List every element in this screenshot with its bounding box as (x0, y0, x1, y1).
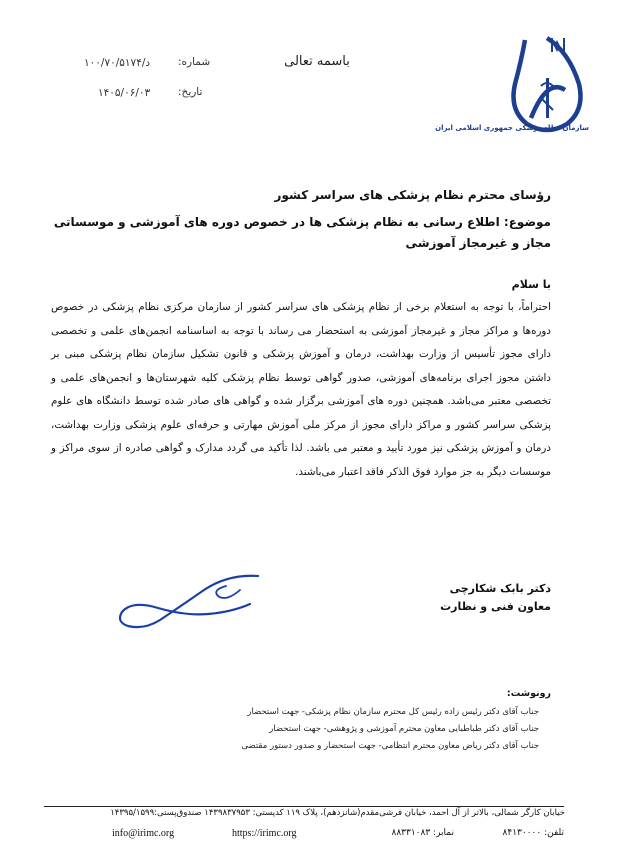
logo-caption: سازمان نظام پزشکی جمهوری اسلامی ایران (435, 124, 589, 132)
footer-phone: تلفن: ۸۴۱۳۰۰۰۰ (502, 828, 564, 838)
bismillah-heading: باسمه تعالی (284, 54, 350, 69)
footer-divider (44, 806, 564, 807)
recipients-line: رؤسای محترم نظام پزشکی های سراسر کشور (274, 188, 551, 202)
date-value: ۱۴۰۵/۰۶/۰۳ (98, 87, 151, 99)
cc-line: جناب آقای دکتر ریاض معاون محترم انتظامی- جهت استحضار و صدور دستور مقتضی (241, 741, 539, 751)
subject-label: موضوع: (503, 215, 551, 229)
footer-contacts (44, 828, 564, 846)
subject-line (51, 212, 551, 254)
signer-name: دکتر بابک شکارچی (449, 582, 551, 595)
subject-text: اطلاع رسانی به نظام پزشکی ها در خصوص دوره های آموزشی و موسساتی مجاز و غیرمجاز آموزشی (53, 215, 551, 250)
footer-fax: نمابر: ۸۸۳۳۱۰۸۳ (391, 828, 454, 838)
signer-title: معاون فنی و نظارت (440, 600, 551, 613)
handwritten-signature (108, 568, 268, 638)
footer-email[interactable]: info@irimc.org (112, 828, 175, 839)
cc-line: جناب آقای دکتر طباطبایی معاون محترم آموزشی و پژوهشی- جهت استحضار (269, 724, 539, 734)
cc-title: رونوشت: (506, 688, 551, 699)
number-label: شماره: (178, 56, 211, 68)
greeting: با سلام (511, 278, 551, 291)
footer-website[interactable]: https://irimc.org (232, 828, 297, 839)
signer-block (411, 580, 551, 616)
number-value: ۱۰۰/۷۰/۵۱۷۴/د (84, 57, 151, 69)
cc-line: جناب آقای دکتر رئیس زاده رئیس کل محترم سازمان نظام پزشکی- جهت استحضار (247, 707, 539, 717)
medical-council-logo (507, 32, 589, 162)
date-label: تاریخ: (178, 86, 203, 98)
footer-address: خیابان کارگر شمالی، بالاتر از آل احمد، خیابان فرشی‌مقدم(شانزدهم)، پلاک ۱۱۹ کدپستی: ۱۴۳۹۸۳۷۹۵۳ صندوق‌پستی:۱۴۳۹۵/۱۵۹۹ (110, 808, 565, 818)
letter-body: احتراماً، با توجه به استعلام برخی از نظام پزشکی های سراسر کشور از سازمان مرکزی نظام پزشکی در خصوص دوره‌ها و مراکز مجاز و غیرمجاز آموزشی به استحضار می رساند با توجه به اساسنامه انجمن‌های علمی و تخصصی دارای مجوز تأسیس از وزارت بهداشت، درمان و آموزش پزشکی و قانون تشکیل سازمان نظام پزشکی مبنی بر داشتن مجوز اجرای برنامه‌های آموزشی، صدور گواهی توسط نظام پزشکی کلیه شهرستان‌ها و انجمن‌های علمی و تخصصی معتبر می‌باشد. همچنین دوره های آموزشی برگزار شده و گواهی های صادر شده توسط دانشگاه های علوم پزشکی سراسر کشور و مراکز دارای مجوز از مرکز ملی آموزش مهارتی و حرفه‌ای علوم پزشکی وزارت بهداشت، درمان و آموزش پزشکی نیز مورد تأیید و معتبر می باشد. لذا تأکید می گردد مدارک و گواهی صادره از سوی مراکز و موسسات دیگر به جز موارد فوق الذکر فاقد اعتبار می‌باشند. (51, 301, 551, 478)
